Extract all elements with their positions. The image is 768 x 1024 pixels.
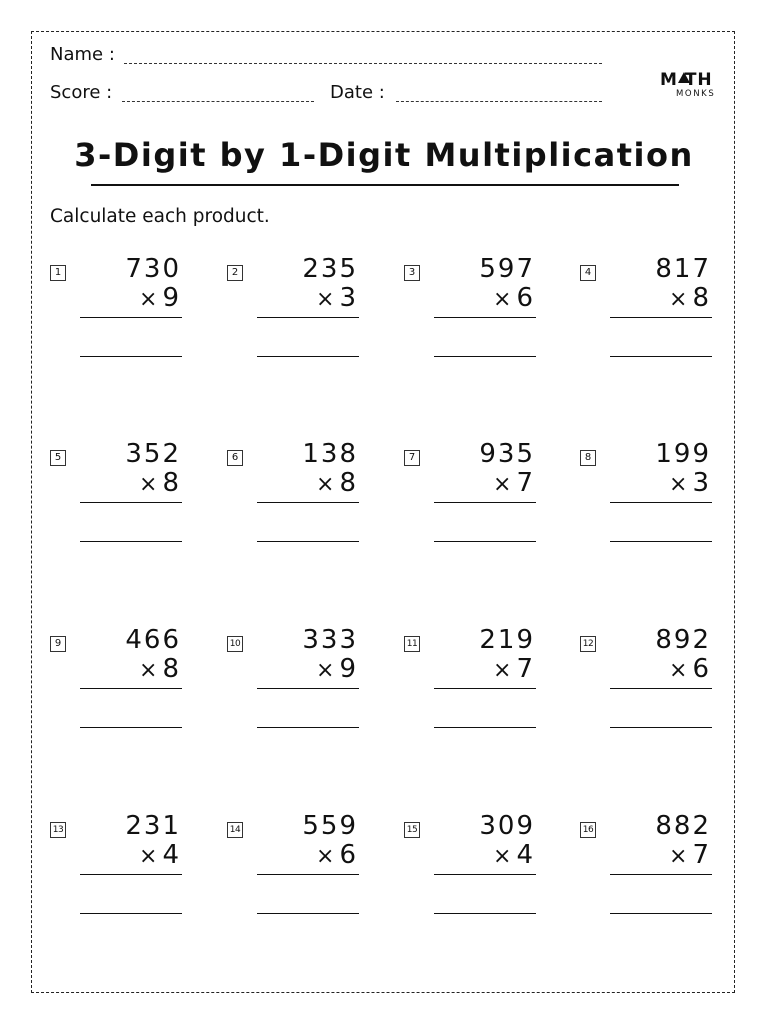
multiplier: 9 [162, 283, 181, 313]
times-sign: × [493, 287, 514, 312]
problem-number: 1 [50, 265, 66, 281]
problem-number: 9 [50, 636, 66, 652]
multiplicand: 333 [302, 625, 358, 655]
multiplicand: 559 [302, 811, 358, 841]
multiplier: 7 [516, 468, 535, 498]
multiplier: 8 [162, 654, 181, 684]
multiplier-row [669, 468, 711, 498]
multiplier: 8 [339, 468, 358, 498]
multiplicand: 466 [125, 625, 181, 655]
math-monks-logo [656, 70, 722, 102]
multiplier: 8 [162, 468, 181, 498]
multiplier-row [493, 468, 535, 498]
name-label: Name : [50, 44, 115, 65]
multiplier-row [139, 654, 181, 684]
date-input-line[interactable] [396, 101, 602, 102]
multiplicand: 882 [655, 811, 711, 841]
answer-line[interactable] [80, 356, 182, 357]
problem-12 [580, 625, 745, 741]
times-sign: × [316, 472, 337, 497]
multiplicand: 597 [479, 254, 535, 284]
product-rule [610, 874, 712, 875]
answer-line[interactable] [257, 913, 359, 914]
product-rule [257, 502, 359, 503]
product-rule [434, 874, 536, 875]
times-sign: × [139, 287, 160, 312]
answer-line[interactable] [434, 356, 536, 357]
multiplier: 7 [692, 840, 711, 870]
worksheet-title: 3-Digit by 1-Digit Multiplication [74, 136, 694, 174]
answer-line[interactable] [257, 727, 359, 728]
problem-number: 14 [227, 822, 243, 838]
multiplier-row [316, 283, 358, 313]
multiplier-row [669, 840, 711, 870]
problem-number: 7 [404, 450, 420, 466]
answer-line[interactable] [257, 541, 359, 542]
logo-triangle-icon [678, 72, 690, 83]
answer-line[interactable] [80, 541, 182, 542]
multiplicand: 817 [655, 254, 711, 284]
instructions: Calculate each product. [50, 206, 270, 227]
problem-number: 8 [580, 450, 596, 466]
answer-line[interactable] [610, 727, 712, 728]
problem-number: 12 [580, 636, 596, 652]
problem-number: 10 [227, 636, 243, 652]
answer-line[interactable] [80, 727, 182, 728]
answer-line[interactable] [434, 541, 536, 542]
problem-number: 5 [50, 450, 66, 466]
logo-main-text: M TH [660, 70, 713, 90]
multiplier: 4 [162, 840, 181, 870]
answer-line[interactable] [434, 727, 536, 728]
product-rule [434, 502, 536, 503]
multiplicand: 352 [125, 439, 181, 469]
score-input-line[interactable] [122, 101, 314, 102]
multiplier-row [139, 468, 181, 498]
title-underline [91, 184, 679, 186]
product-rule [434, 688, 536, 689]
times-sign: × [493, 844, 514, 869]
times-sign: × [139, 844, 160, 869]
answer-line[interactable] [80, 913, 182, 914]
multiplier: 3 [692, 468, 711, 498]
multiplicand: 309 [479, 811, 535, 841]
problem-9 [50, 625, 215, 741]
problem-number: 2 [227, 265, 243, 281]
answer-line[interactable] [610, 541, 712, 542]
problem-number: 6 [227, 450, 243, 466]
multiplier-row [316, 468, 358, 498]
multiplier: 6 [516, 283, 535, 313]
problem-11 [404, 625, 569, 741]
multiplier-row [493, 654, 535, 684]
product-rule [80, 317, 182, 318]
problem-number: 4 [580, 265, 596, 281]
problem-5 [50, 439, 215, 555]
problem-14 [227, 811, 392, 927]
product-rule [257, 874, 359, 875]
problem-13 [50, 811, 215, 927]
problem-4 [580, 254, 745, 370]
score-label: Score : [50, 82, 113, 103]
problem-number: 13 [50, 822, 66, 838]
times-sign: × [316, 844, 337, 869]
date-label: Date : [330, 82, 385, 103]
product-rule [80, 874, 182, 875]
name-input-line[interactable] [124, 63, 602, 64]
multiplier: 8 [692, 283, 711, 313]
multiplier-row [493, 840, 535, 870]
times-sign: × [316, 658, 337, 683]
problem-number: 16 [580, 822, 596, 838]
multiplier: 6 [692, 654, 711, 684]
product-rule [434, 317, 536, 318]
multiplier-row [669, 283, 711, 313]
problem-6 [227, 439, 392, 555]
times-sign: × [139, 472, 160, 497]
product-rule [80, 688, 182, 689]
times-sign: × [669, 472, 690, 497]
product-rule [80, 502, 182, 503]
multiplier-row [139, 283, 181, 313]
multiplicand: 199 [655, 439, 711, 469]
answer-line[interactable] [610, 913, 712, 914]
problem-15 [404, 811, 569, 927]
times-sign: × [316, 287, 337, 312]
multiplier-row [139, 840, 181, 870]
times-sign: × [669, 287, 690, 312]
multiplicand: 892 [655, 625, 711, 655]
problem-1 [50, 254, 215, 370]
times-sign: × [669, 844, 690, 869]
multiplier-row [316, 654, 358, 684]
multiplicand: 935 [479, 439, 535, 469]
product-rule [610, 317, 712, 318]
multiplier-row [493, 283, 535, 313]
multiplier: 6 [339, 840, 358, 870]
multiplier: 3 [339, 283, 358, 313]
times-sign: × [493, 658, 514, 683]
multiplicand: 730 [125, 254, 181, 284]
problem-3 [404, 254, 569, 370]
multiplicand: 219 [479, 625, 535, 655]
problem-2 [227, 254, 392, 370]
multiplier-row [316, 840, 358, 870]
product-rule [610, 502, 712, 503]
problem-16 [580, 811, 745, 927]
answer-line[interactable] [610, 356, 712, 357]
multiplier-row [669, 654, 711, 684]
multiplier: 9 [339, 654, 358, 684]
product-rule [610, 688, 712, 689]
answer-line[interactable] [257, 356, 359, 357]
multiplicand: 231 [125, 811, 181, 841]
multiplicand: 138 [302, 439, 358, 469]
problem-number: 3 [404, 265, 420, 281]
times-sign: × [139, 658, 160, 683]
product-rule [257, 317, 359, 318]
product-rule [257, 688, 359, 689]
problem-7 [404, 439, 569, 555]
multiplicand: 235 [302, 254, 358, 284]
problem-number: 11 [404, 636, 420, 652]
multiplier: 4 [516, 840, 535, 870]
logo-sub-text: MONKS [676, 89, 716, 99]
times-sign: × [493, 472, 514, 497]
multiplier: 7 [516, 654, 535, 684]
problem-8 [580, 439, 745, 555]
problem-10 [227, 625, 392, 741]
times-sign: × [669, 658, 690, 683]
answer-line[interactable] [434, 913, 536, 914]
problem-number: 15 [404, 822, 420, 838]
